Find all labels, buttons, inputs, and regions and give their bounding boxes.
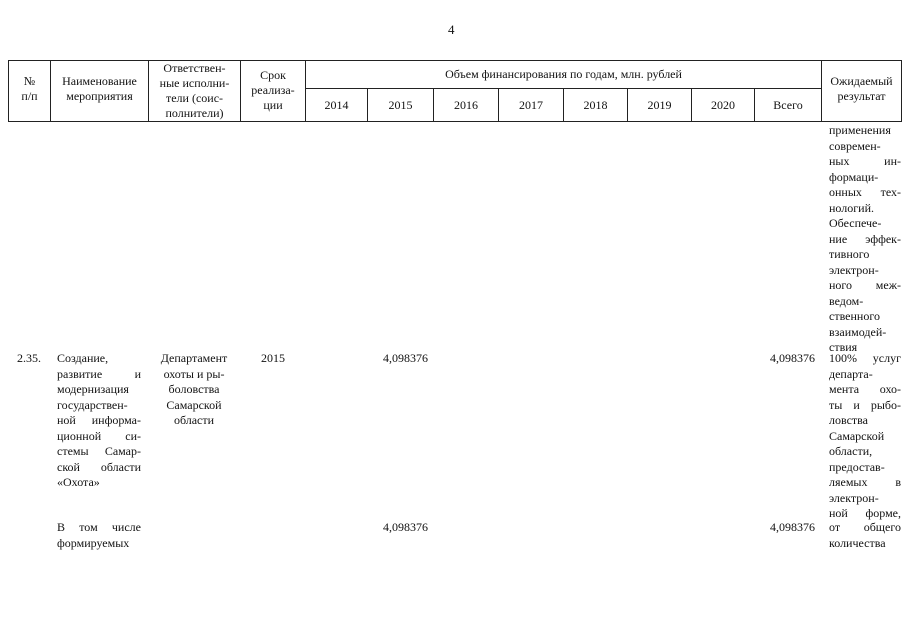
header-year-2020: 2020 bbox=[711, 98, 735, 112]
row-value-total: 4,098376 bbox=[770, 351, 815, 365]
header-term: Срок реализа- ции bbox=[251, 68, 295, 112]
header-result: Ожидаемый результат bbox=[830, 74, 893, 103]
table-right-border bbox=[901, 60, 902, 122]
header-year-2019: 2019 bbox=[647, 98, 672, 112]
row-responsible: Департамент охоты и ры- боловства Самарской области bbox=[160, 351, 228, 427]
continued-result-text: применения современ- ных ин- формаци- онных тех- нологий. Обеспече- ние эффек- тивного электрон- ного меж- ведом- ственного взаимодей- ствия bbox=[829, 123, 901, 354]
row-result: от общего количества bbox=[829, 520, 901, 550]
header-bottom-border bbox=[8, 121, 902, 122]
header-year-2014: 2014 bbox=[324, 98, 349, 112]
row-value-2015: 4,098376 bbox=[383, 351, 428, 365]
header-year-2015: 2015 bbox=[388, 98, 413, 112]
row-num: 2.35. bbox=[17, 351, 41, 365]
header-year-2018: 2018 bbox=[583, 98, 608, 112]
row-value-total: 4,098376 bbox=[770, 520, 815, 534]
header-total: Всего bbox=[773, 98, 803, 112]
header-num: № п/п bbox=[21, 74, 38, 103]
row-name: Создание, развитие и модернизация государствен- ной информа- ционной си- стемы Самар- ской области «Охота» bbox=[57, 351, 141, 489]
header-year-2017: 2017 bbox=[519, 98, 543, 112]
page-number: 4 bbox=[448, 22, 455, 37]
header-year-2016: 2016 bbox=[454, 98, 478, 112]
row-term: 2015 bbox=[261, 351, 285, 365]
table-top-border bbox=[8, 60, 902, 61]
row-value-2015: 4,098376 bbox=[383, 520, 428, 534]
row-name: В том числе формируемых bbox=[57, 520, 141, 550]
header-name: Наименование мероприятия bbox=[62, 74, 137, 103]
row-result: 100% услуг департа- мента охо- ты и рыбо- ловства Самарской области, предостав- ляемых в электрон- ной форме, bbox=[829, 351, 901, 520]
header-financing-group: Объем финансирования по годам, млн. рублей bbox=[445, 67, 682, 81]
header-responsible: Ответствен- ные исполни- тели (соис- полнители) bbox=[159, 61, 230, 120]
